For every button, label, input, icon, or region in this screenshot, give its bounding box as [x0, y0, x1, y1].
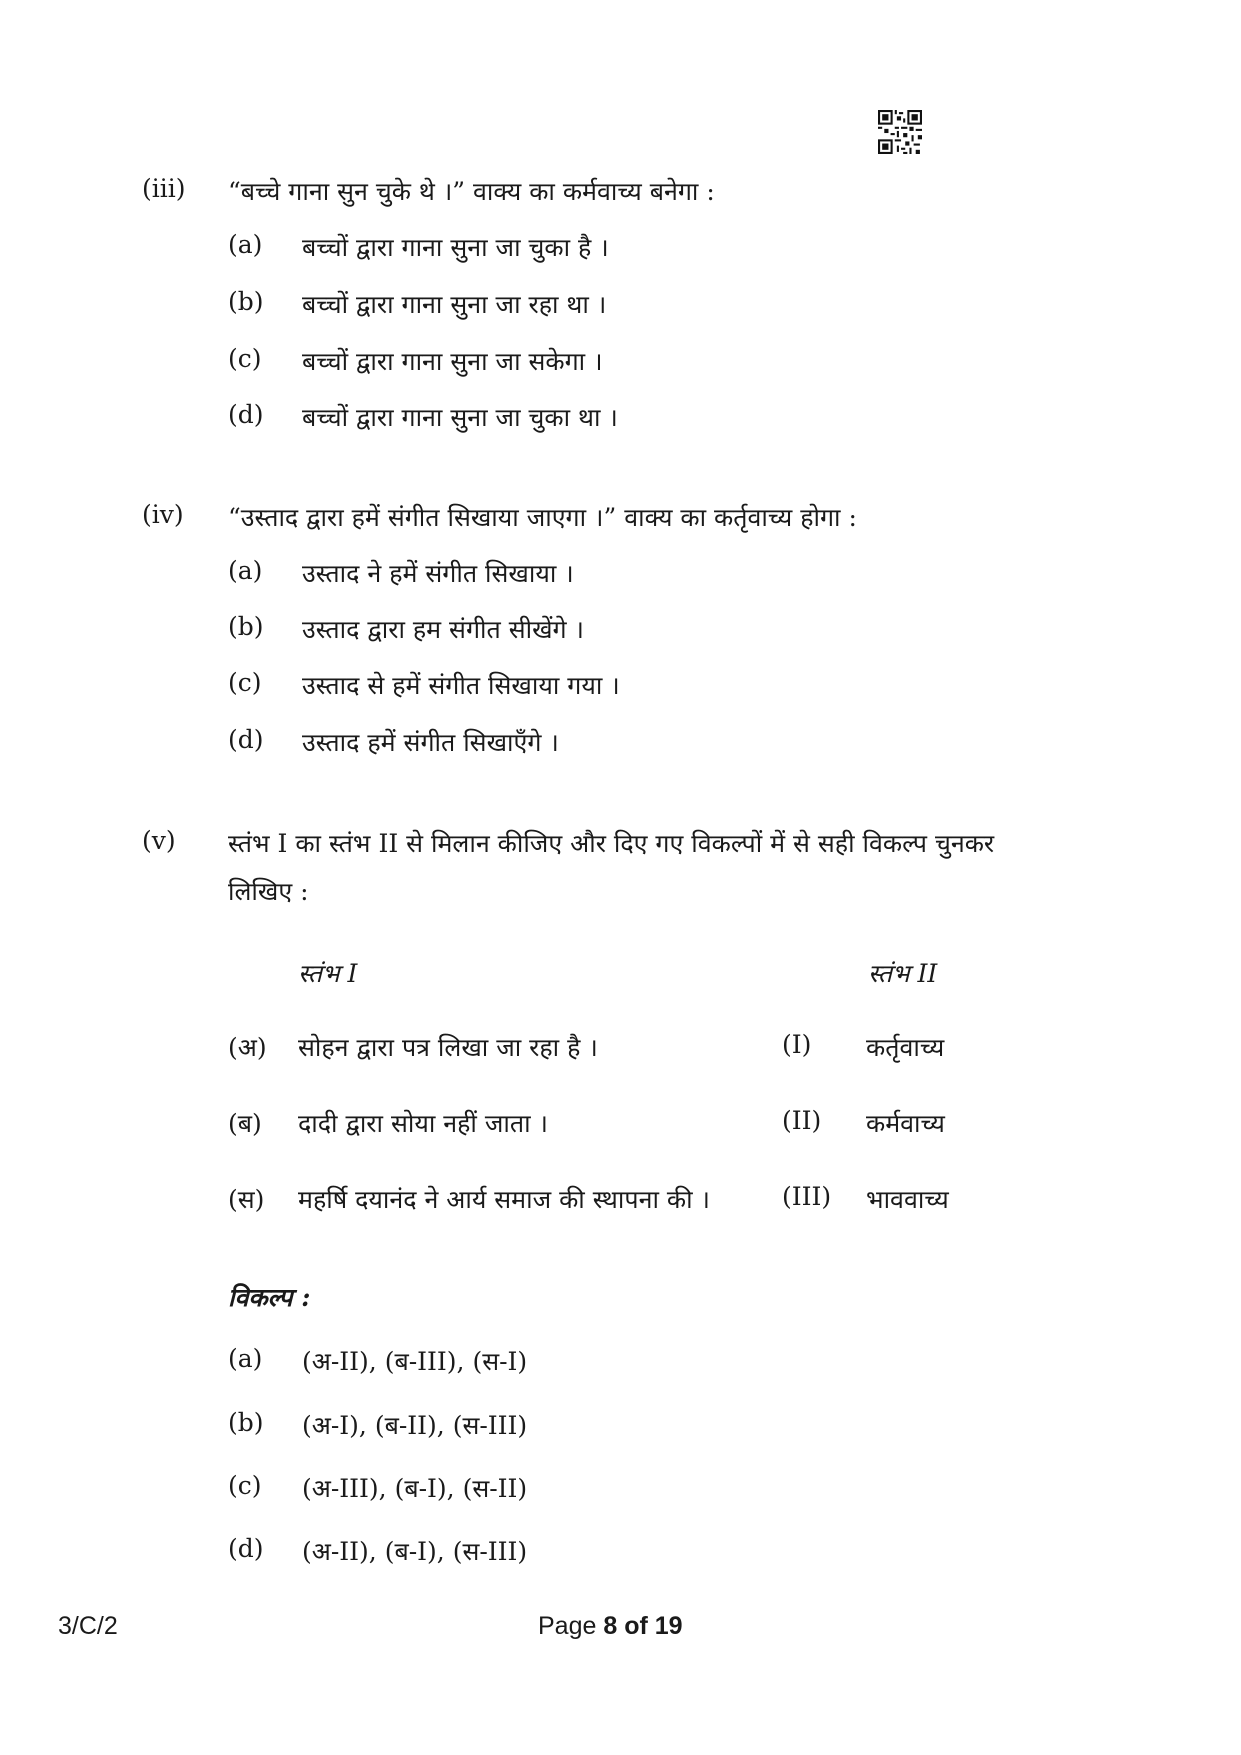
- match-row-text: महर्षि दयानंद ने आर्य समाज की स्थापना की ।: [298, 1185, 710, 1214]
- options-heading: विकल्प :: [228, 1283, 311, 1312]
- option-text: उस्ताद से हमें संगीत सिखाया गया ।: [302, 671, 620, 700]
- option-text: बच्चों द्वारा गाना सुना जा चुका था ।: [302, 403, 618, 432]
- question-number: (iv): [142, 500, 184, 529]
- option-label: (c): [228, 344, 262, 373]
- match-row-label: (ब): [228, 1109, 262, 1138]
- match-row-right-label: (II): [782, 1106, 822, 1135]
- option-text: (अ-III), (ब-I), (स-II): [302, 1474, 528, 1503]
- option-text: उस्ताद द्वारा हम संगीत सीखेंगे ।: [302, 615, 585, 644]
- question-number: (iii): [142, 174, 186, 203]
- page-of: of: [617, 1612, 655, 1640]
- option-label: (c): [228, 668, 262, 697]
- option-label: (d): [228, 1534, 264, 1563]
- option-text: उस्ताद ने हमें संगीत सिखाया ।: [302, 559, 574, 588]
- option-label: (a): [228, 230, 263, 259]
- column1-header: स्तंभ I: [298, 959, 358, 988]
- page-prefix: Page: [538, 1612, 604, 1640]
- option-text: (अ-II), (ब-I), (स-III): [302, 1537, 528, 1566]
- option-text: (अ-I), (ब-II), (स-III): [302, 1411, 528, 1440]
- question-text-line2: लिखिए :: [228, 877, 309, 906]
- option-label: (a): [228, 1344, 263, 1373]
- option-text: बच्चों द्वारा गाना सुना जा चुका है ।: [302, 233, 609, 262]
- match-row-right-text: भाववाच्य: [866, 1185, 949, 1214]
- option-text: बच्चों द्वारा गाना सुना जा रहा था ।: [302, 290, 607, 319]
- column2-header: स्तंभ II: [868, 959, 938, 988]
- option-label: (b): [228, 1408, 264, 1437]
- match-row-label: (अ): [228, 1033, 267, 1062]
- page-indicator: [538, 1612, 683, 1641]
- question-text: “उस्ताद द्वारा हमें संगीत सिखाया जाएगा ।” वाक्य का कर्तृवाच्य होगा :: [228, 503, 857, 532]
- option-text: बच्चों द्वारा गाना सुना जा सकेगा ।: [302, 347, 603, 376]
- page-number: 8: [603, 1612, 618, 1640]
- question-text: “बच्चे गाना सुन चुके थे ।” वाक्य का कर्मवाच्य बनेगा :: [228, 177, 715, 206]
- option-text: उस्ताद हमें संगीत सिखाएँगे ।: [302, 728, 559, 757]
- page-total: 19: [654, 1612, 683, 1640]
- option-label: (a): [228, 556, 263, 585]
- match-row-text: सोहन द्वारा पत्र लिखा जा रहा है ।: [298, 1033, 598, 1062]
- option-label: (b): [228, 287, 264, 316]
- match-row-right-label: (I): [782, 1030, 812, 1059]
- match-row-label: (स): [228, 1185, 265, 1214]
- option-label: (c): [228, 1471, 262, 1500]
- match-row-right-label: (III): [782, 1182, 832, 1211]
- match-row-right-text: कर्तृवाच्य: [866, 1033, 945, 1062]
- match-row-right-text: कर्मवाच्य: [866, 1109, 945, 1138]
- qr-code-icon: [878, 110, 922, 154]
- option-text: (अ-II), (ब-III), (स-I): [302, 1347, 528, 1376]
- paper-code: 3/C/2: [58, 1612, 118, 1640]
- question-number: (v): [142, 826, 176, 855]
- option-label: (d): [228, 725, 264, 754]
- question-text-line1: स्तंभ I का स्तंभ II से मिलान कीजिए और दिए गए विकल्पों में से सही विकल्प चुनकर: [228, 829, 995, 858]
- option-label: (b): [228, 612, 264, 641]
- option-label: (d): [228, 400, 264, 429]
- match-row-text: दादी द्वारा सोया नहीं जाता ।: [298, 1109, 548, 1138]
